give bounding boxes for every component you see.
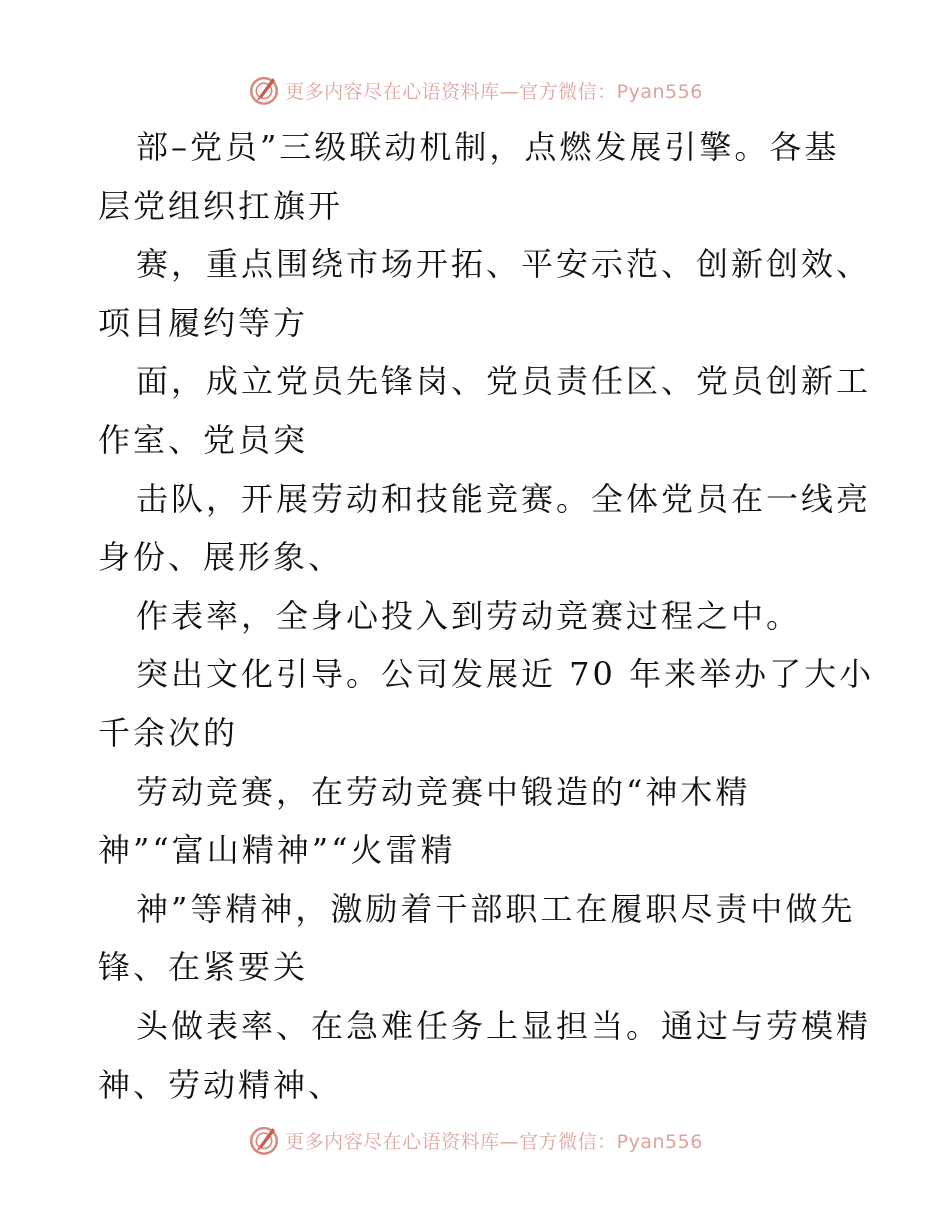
text-line: 锋、在紧要关	[98, 948, 309, 987]
text-line: 作室、党员突	[98, 420, 309, 459]
text-line: 面，成立党员先锋岗、党员责任区、党员创新工	[136, 362, 872, 401]
text-line: 劳动竞赛，在劳动竞赛中锻造的“神木精	[136, 772, 751, 811]
text-line: 击队，开展劳动和技能竞赛。全体党员在一线亮	[136, 479, 872, 518]
document-body	[98, 118, 875, 1114]
text-line: 作表率，全身心投入到劳动竞赛过程之中。	[136, 596, 802, 635]
watermark-text: 更多内容尽在心语资料库—官方微信：Pyan556	[285, 80, 703, 103]
text-line: 层党组织扛旗开	[98, 186, 344, 225]
text-line: 神、劳动精神、	[98, 1065, 344, 1104]
text-line: 部–党员”三级联动机制，点燃发展引擎。各基	[136, 128, 840, 166]
watermark-footer	[0, 1120, 950, 1160]
text-line: 千余次的	[98, 713, 239, 752]
text-line: 项目履约等方	[98, 303, 309, 342]
text-line: 神”“富山精神”“火雷精	[98, 831, 456, 870]
text-line: 赛，重点围绕市场开拓、平安示范、创新创效、	[136, 245, 872, 284]
text-line: 头做表率、在急难任务上显担当。通过与劳模精	[136, 1006, 872, 1045]
watermark-logo-icon	[247, 73, 281, 107]
watermark-logo-icon	[247, 1123, 281, 1157]
text-line: 突出文化引导。公司发展近 70 年来举办了大小	[136, 655, 875, 694]
text-line: 神”等精神，激励着干部职工在履职尽责中做先	[136, 889, 856, 928]
text-line: 身份、展形象、	[98, 538, 344, 577]
watermark-header	[0, 70, 950, 110]
watermark-text: 更多内容尽在心语资料库—官方微信：Pyan556	[285, 1130, 703, 1153]
